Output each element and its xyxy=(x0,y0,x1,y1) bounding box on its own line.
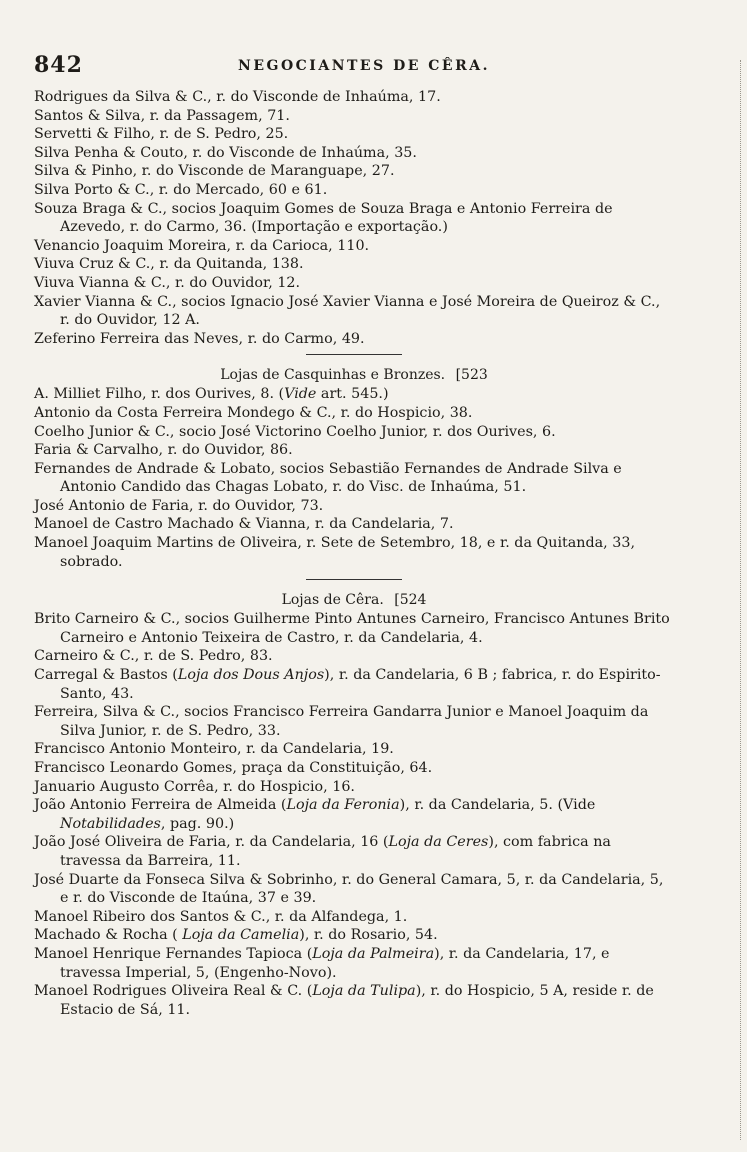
entry-text: Francisco Antonio Monteiro, r. da Candelaria, 19. xyxy=(34,741,394,758)
entry-text: Carneiro & C., r. de S. Pedro, 83. xyxy=(34,648,273,665)
directory-entry xyxy=(34,982,674,1019)
entry-text: Manoel Henrique Fernandes Tapioca ( xyxy=(34,945,313,962)
directory-entry xyxy=(34,144,674,163)
section-negociantes xyxy=(34,88,674,348)
entry-text: Brito Carneiro & C., socios Guilherme Pinto Antunes Carneiro, Francisco Antunes Brito Carneiro e Antonio Teixeira de Castro, r. da Candelaria, 4. xyxy=(34,611,670,646)
entry-text: João Antonio Ferreira de Almeida ( xyxy=(34,797,287,814)
entry-text: ), r. do Rosario, 54. xyxy=(299,927,438,944)
directory-entry xyxy=(34,740,674,759)
entry-text: Silva Porto & C., r. do Mercado, 60 e 61. xyxy=(34,181,328,198)
directory-entry xyxy=(34,255,674,274)
directory-entry xyxy=(34,200,674,237)
directory-entry xyxy=(34,162,674,181)
section-number: [524 xyxy=(394,592,427,609)
directory-entry xyxy=(34,796,674,833)
entry-text: Manoel de Castro Machado & Vianna, r. da Candelaria, 7. xyxy=(34,516,454,533)
directory-entry xyxy=(34,945,674,982)
entry-italic-text: Notabilidades xyxy=(60,815,161,832)
entry-text: Antonio da Costa Ferreira Mondego & C., r. do Hospicio, 38. xyxy=(34,404,473,421)
section-cera xyxy=(34,610,674,1019)
entry-text: Ferreira, Silva & C., socios Francisco Ferreira Gandarra Junior e Manoel Joaquim da Silva Junior, r. de S. Pedro, 33. xyxy=(34,704,649,739)
directory-entry xyxy=(34,460,674,497)
directory-entry xyxy=(34,534,674,571)
directory-entry xyxy=(34,833,674,870)
section-divider xyxy=(306,354,402,355)
directory-entry xyxy=(34,441,674,460)
directory-entry xyxy=(34,237,674,256)
section-heading-casquinhas xyxy=(34,365,674,385)
directory-entry xyxy=(34,871,674,908)
entry-text: Santos & Silva, r. da Passagem, 71. xyxy=(34,107,290,124)
entry-text: Manoel Joaquim Martins de Oliveira, r. Sete de Setembro, 18, e r. da Quitanda, 33, sobrado. xyxy=(34,535,635,570)
page-header xyxy=(34,52,694,82)
entry-italic-text: Loja da Ceres xyxy=(388,834,489,851)
directory-entry xyxy=(34,908,674,927)
entry-text: José Antonio de Faria, r. do Ouvidor, 73. xyxy=(34,497,324,514)
directory-entry xyxy=(34,497,674,516)
entry-italic-text: Loja da Camelia xyxy=(182,927,300,944)
entry-text: ), r. da Candelaria, 5. (Vide xyxy=(399,797,596,814)
entry-italic-text: Loja da Palmeira xyxy=(312,945,435,962)
directory-entry xyxy=(34,125,674,144)
entry-text: ), r. da Candelaria, 6 B ; fabrica, r. do Espirito-Santo, 43. xyxy=(60,667,661,702)
entry-text: art. 545.) xyxy=(316,386,389,403)
section-title: Lojas de Cêra. xyxy=(281,592,384,609)
directory-entry xyxy=(34,703,674,740)
entry-text: A. Milliet Filho, r. dos Ourives, 8. ( xyxy=(34,386,285,403)
directory-entry xyxy=(34,330,674,349)
directory-entry xyxy=(34,385,674,404)
directory-entry xyxy=(34,107,674,126)
page-edge xyxy=(738,60,741,1140)
directory-entry xyxy=(34,778,674,797)
entry-text: Xavier Vianna & C., socios Ignacio José Xavier Vianna e José Moreira de Queiroz & C., r. do Ouvidor, 12 A. xyxy=(34,293,661,329)
page-number: 842 xyxy=(34,52,83,78)
entry-text: Fernandes de Andrade & Lobato, socios Sebastião Fernandes de Andrade Silva e Antonio Candido das Chagas Lobato, r. do Visc. de Inhaúma, 51. xyxy=(34,460,622,496)
entry-text: Machado & Rocha ( xyxy=(34,927,183,944)
directory-entry xyxy=(34,759,674,778)
entry-text: ), r. do Hospicio, 5 A, reside r. de Estacio de Sá, 11. xyxy=(60,983,654,1018)
entry-text: , pag. 90.) xyxy=(160,815,235,832)
entry-text: Silva & Pinho, r. do Visconde de Maranguape, 27. xyxy=(34,163,395,180)
entry-text: João José Oliveira de Faria, r. da Candelaria, 16 ( xyxy=(34,834,389,851)
entry-text: Januario Augusto Corrêa, r. do Hospicio, 16. xyxy=(34,778,355,795)
entry-text: Souza Braga & C., socios Joaquim Gomes de Souza Braga e Antonio Ferreira de Azevedo, r. do Carmo, 36. (Importação e exportação.) xyxy=(34,200,613,236)
entry-italic-text: Loja dos Dous Anjos xyxy=(177,667,325,684)
entry-italic-text: Loja da Feronia xyxy=(286,797,400,814)
entry-text: Coelho Junior & C., socio José Victorino Coelho Junior, r. dos Ourives, 6. xyxy=(34,423,556,440)
entry-text: ), com fabrica na travessa da Barreira, 11. xyxy=(60,834,611,869)
entry-text: Viuva Cruz & C., r. da Quitanda, 138. xyxy=(34,256,304,273)
entry-text: Faria & Carvalho, r. do Ouvidor, 86. xyxy=(34,442,293,459)
directory-entry xyxy=(34,610,674,647)
section-number: [523 xyxy=(455,367,488,384)
running-head: NEGOCIANTES DE CÊRA. xyxy=(238,58,490,74)
entry-text: ), r. da Candelaria, 17, e travessa Imperial, 5, (Engenho-Novo). xyxy=(60,945,610,981)
section-casquinhas xyxy=(34,385,674,571)
directory-entry xyxy=(34,274,674,293)
entry-text: Manoel Rodrigues Oliveira Real & C. ( xyxy=(34,983,313,1000)
directory-entry xyxy=(34,404,674,423)
section-title: Lojas de Casquinhas e Bronzes. xyxy=(220,367,446,384)
entry-text: Silva Penha & Couto, r. do Visconde de Inhaúma, 35. xyxy=(34,144,417,161)
section-heading-cera xyxy=(34,590,674,610)
directory-entry xyxy=(34,423,674,442)
section-divider xyxy=(306,579,402,580)
entry-text: Carregal & Bastos ( xyxy=(34,667,178,684)
entry-text: José Duarte da Fonseca Silva & Sobrinho, r. do General Camara, 5, r. da Candelaria, 5, e r. do Visconde de Itaúna, 37 e 39. xyxy=(34,871,664,907)
directory-entry xyxy=(34,647,674,666)
directory-entry xyxy=(34,293,674,330)
entry-text: Rodrigues da Silva & C., r. do Visconde de Inhaúma, 17. xyxy=(34,89,441,105)
entry-text: Francisco Leonardo Gomes, praça da Constituição, 64. xyxy=(34,760,433,776)
entry-italic-text: Loja da Tulipa xyxy=(312,983,416,1000)
directory-entry xyxy=(34,88,674,107)
entry-text: Servetti & Filho, r. de S. Pedro, 25. xyxy=(34,126,289,143)
directory-entry xyxy=(34,666,674,703)
entry-italic-text: Vide xyxy=(284,386,317,403)
directory-entry xyxy=(34,926,674,945)
page-body xyxy=(34,88,674,1019)
directory-entry xyxy=(34,515,674,534)
entry-text: Manoel Ribeiro dos Santos & C., r. da Alfandega, 1. xyxy=(34,908,408,925)
entry-text: Zeferino Ferreira das Neves, r. do Carmo, 49. xyxy=(34,330,365,347)
entry-text: Venancio Joaquim Moreira, r. da Carioca, 110. xyxy=(34,237,370,254)
directory-entry xyxy=(34,181,674,200)
entry-text: Viuva Vianna & C., r. do Ouvidor, 12. xyxy=(34,274,301,291)
